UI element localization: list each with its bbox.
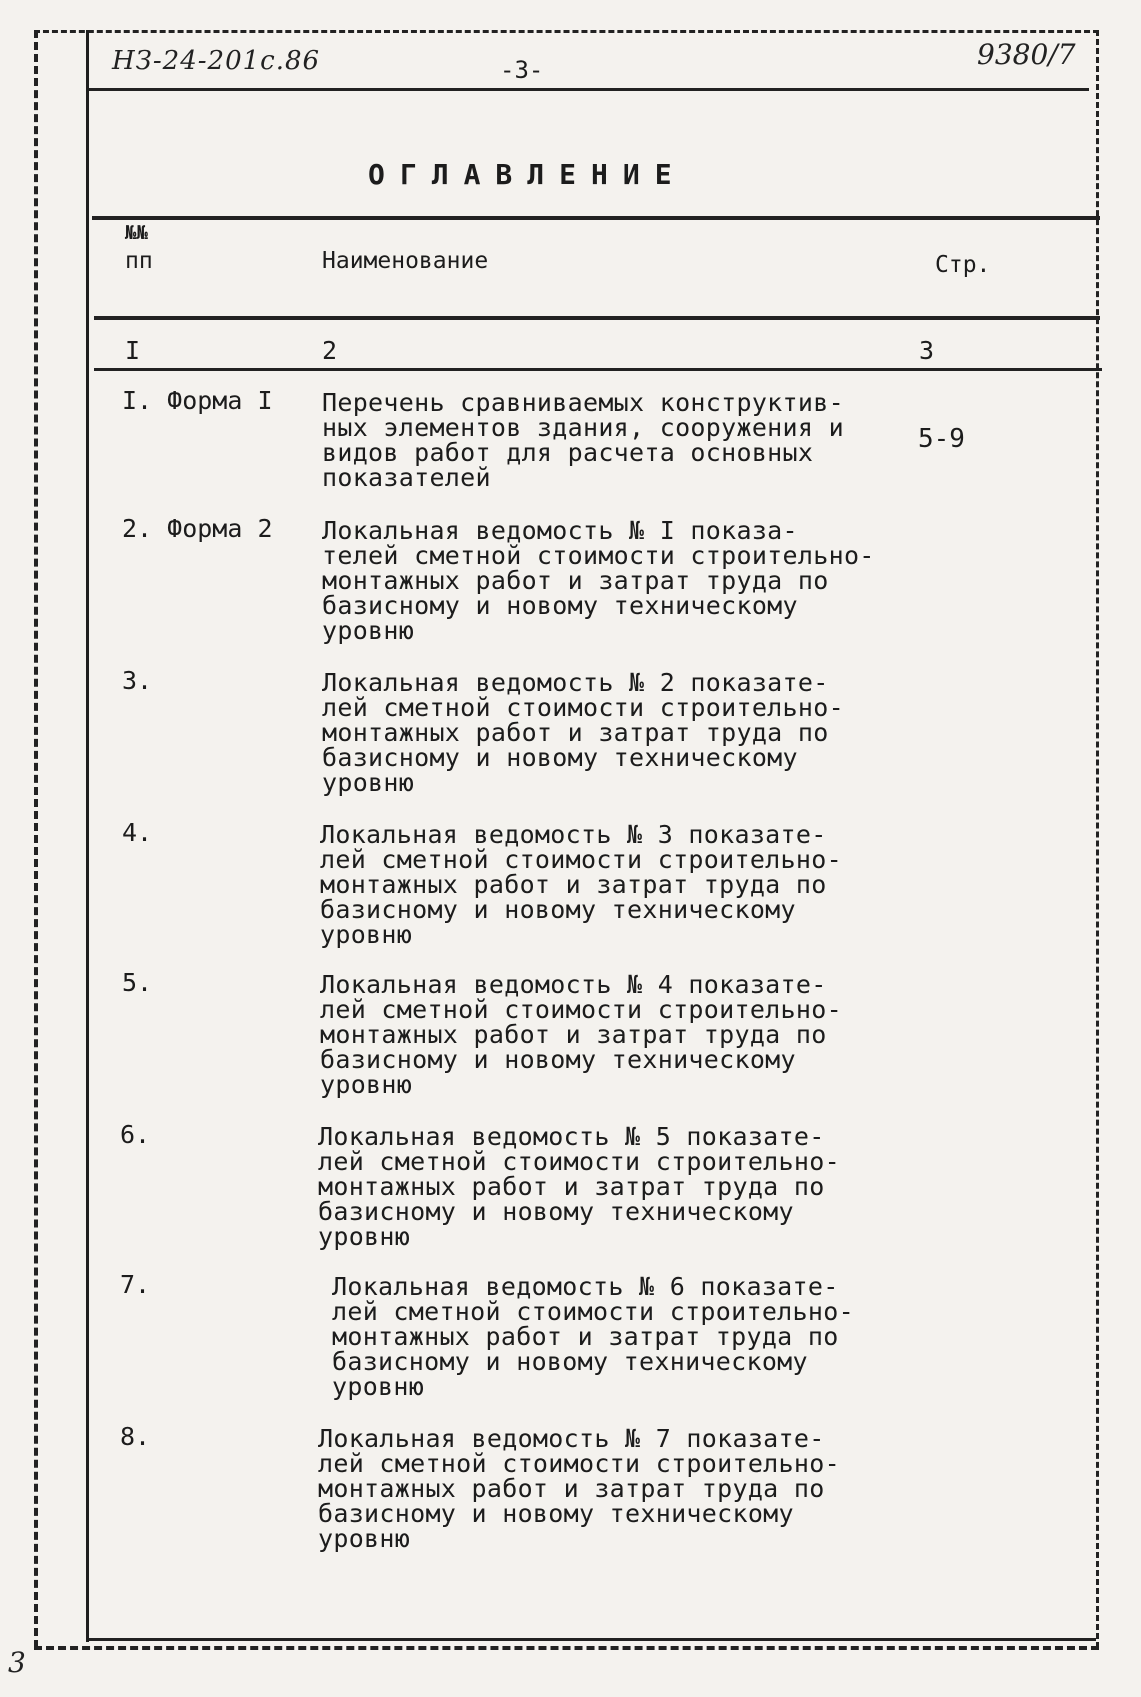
toc-line: базисному и новому техническому xyxy=(318,1197,794,1226)
header-rule xyxy=(94,316,1100,320)
toc-row-number: 8. xyxy=(120,1422,151,1451)
toc-row-text xyxy=(322,390,844,490)
toc-line: монтажных работ и затрат труда по xyxy=(332,1322,839,1351)
column-number-2: 2 xyxy=(322,336,338,365)
column-numbers-rule xyxy=(94,368,1102,371)
table-top-rule xyxy=(92,216,1100,220)
toc-row-number: 4. xyxy=(122,818,153,847)
column-header-number-line1: №№ xyxy=(125,222,148,244)
toc-row-number: 3. xyxy=(122,666,153,695)
toc-line: телей сметной стоимости строительно- xyxy=(322,541,875,570)
document-code: НЗ-24-201с.86 xyxy=(112,46,321,76)
page-title: ОГЛАВЛЕНИЕ xyxy=(368,158,687,191)
frame-top-border xyxy=(34,30,1099,33)
toc-row-text xyxy=(322,670,844,795)
toc-line: монтажных работ и затрат труда по xyxy=(322,566,829,595)
toc-row-number: 7. xyxy=(120,1270,151,1299)
column-number-3: 3 xyxy=(919,336,935,365)
toc-line: Локальная ведомость № 2 показате- xyxy=(322,668,829,697)
toc-row-number: 2. Форма 2 xyxy=(122,514,273,543)
toc-line: базисному и новому техническому xyxy=(318,1499,794,1528)
toc-row-text xyxy=(322,518,875,643)
column-header-number-line2: пп xyxy=(125,248,153,274)
toc-line: уровню xyxy=(322,768,415,797)
toc-line: монтажных работ и затрат труда по xyxy=(318,1474,825,1503)
column-number-1: I xyxy=(125,336,141,365)
toc-line: лей сметной стоимости строительно- xyxy=(318,1449,840,1478)
header-line xyxy=(89,88,1089,91)
toc-line: показателей xyxy=(322,463,491,492)
toc-line: монтажных работ и затрат труда по xyxy=(318,1172,825,1201)
toc-row-text xyxy=(320,822,842,947)
toc-line: монтажных работ и затрат труда по xyxy=(320,870,827,899)
toc-line: Локальная ведомость № 6 показате- xyxy=(332,1272,839,1301)
toc-line: Локальная ведомость № 3 показате- xyxy=(320,820,827,849)
toc-line: уровню xyxy=(318,1524,411,1553)
toc-row-number: I. Форма I xyxy=(122,386,273,415)
column-header-page: Стр. xyxy=(935,252,991,278)
toc-line: ных элементов здания, сооружения и xyxy=(322,413,844,442)
frame-left-border xyxy=(34,30,38,1648)
toc-line: уровню xyxy=(332,1372,425,1401)
toc-line: уровню xyxy=(322,616,415,645)
binding-margin-line xyxy=(86,30,89,1642)
toc-line: лей сметной стоимости строительно- xyxy=(332,1297,854,1326)
toc-row-number: 5. xyxy=(122,968,153,997)
toc-line: уровню xyxy=(318,1222,411,1251)
toc-line: Локальная ведомость № I показа- xyxy=(322,516,798,545)
toc-line: базисному и новому техническому xyxy=(332,1347,808,1376)
toc-line: лей сметной стоимости строительно- xyxy=(320,845,842,874)
toc-row-page: 5-9 xyxy=(918,424,965,454)
toc-line: видов работ для расчета основных xyxy=(322,438,814,467)
toc-line: базисному и новому техническому xyxy=(322,591,798,620)
toc-line: лей сметной стоимости строительно- xyxy=(320,995,842,1024)
toc-row-text xyxy=(320,972,842,1097)
sheet-number: 9380/7 xyxy=(977,38,1076,71)
toc-line: монтажных работ и затрат труда по xyxy=(320,1020,827,1049)
toc-line: базисному и новому техническому xyxy=(320,895,796,924)
toc-line: Локальная ведомость № 5 показате- xyxy=(318,1122,825,1151)
toc-line: лей сметной стоимости строительно- xyxy=(318,1147,840,1176)
page-number: -3- xyxy=(500,56,544,84)
toc-line: уровню xyxy=(320,920,413,949)
toc-line: Локальная ведомость № 4 показате- xyxy=(320,970,827,999)
toc-line: уровню xyxy=(320,1070,413,1099)
toc-line: Локальная ведомость № 7 показате- xyxy=(318,1424,825,1453)
toc-row-number: 6. xyxy=(120,1120,151,1149)
toc-line: монтажных работ и затрат труда по xyxy=(322,718,829,747)
toc-row-text xyxy=(318,1426,840,1551)
frame-right-border xyxy=(1096,30,1099,1648)
column-header-name: Наименование xyxy=(322,248,489,274)
toc-line: базисному и новому техническому xyxy=(320,1045,796,1074)
corner-mark: 3 xyxy=(8,1646,26,1679)
toc-line: Перечень сравниваемых конструктив- xyxy=(322,388,844,417)
toc-row-text xyxy=(332,1274,854,1399)
toc-line: базисному и новому техническому xyxy=(322,743,798,772)
toc-line: лей сметной стоимости строительно- xyxy=(322,693,844,722)
toc-row-text xyxy=(318,1124,840,1249)
frame-bottom-border xyxy=(34,1646,1099,1650)
footer-line xyxy=(89,1638,1096,1641)
